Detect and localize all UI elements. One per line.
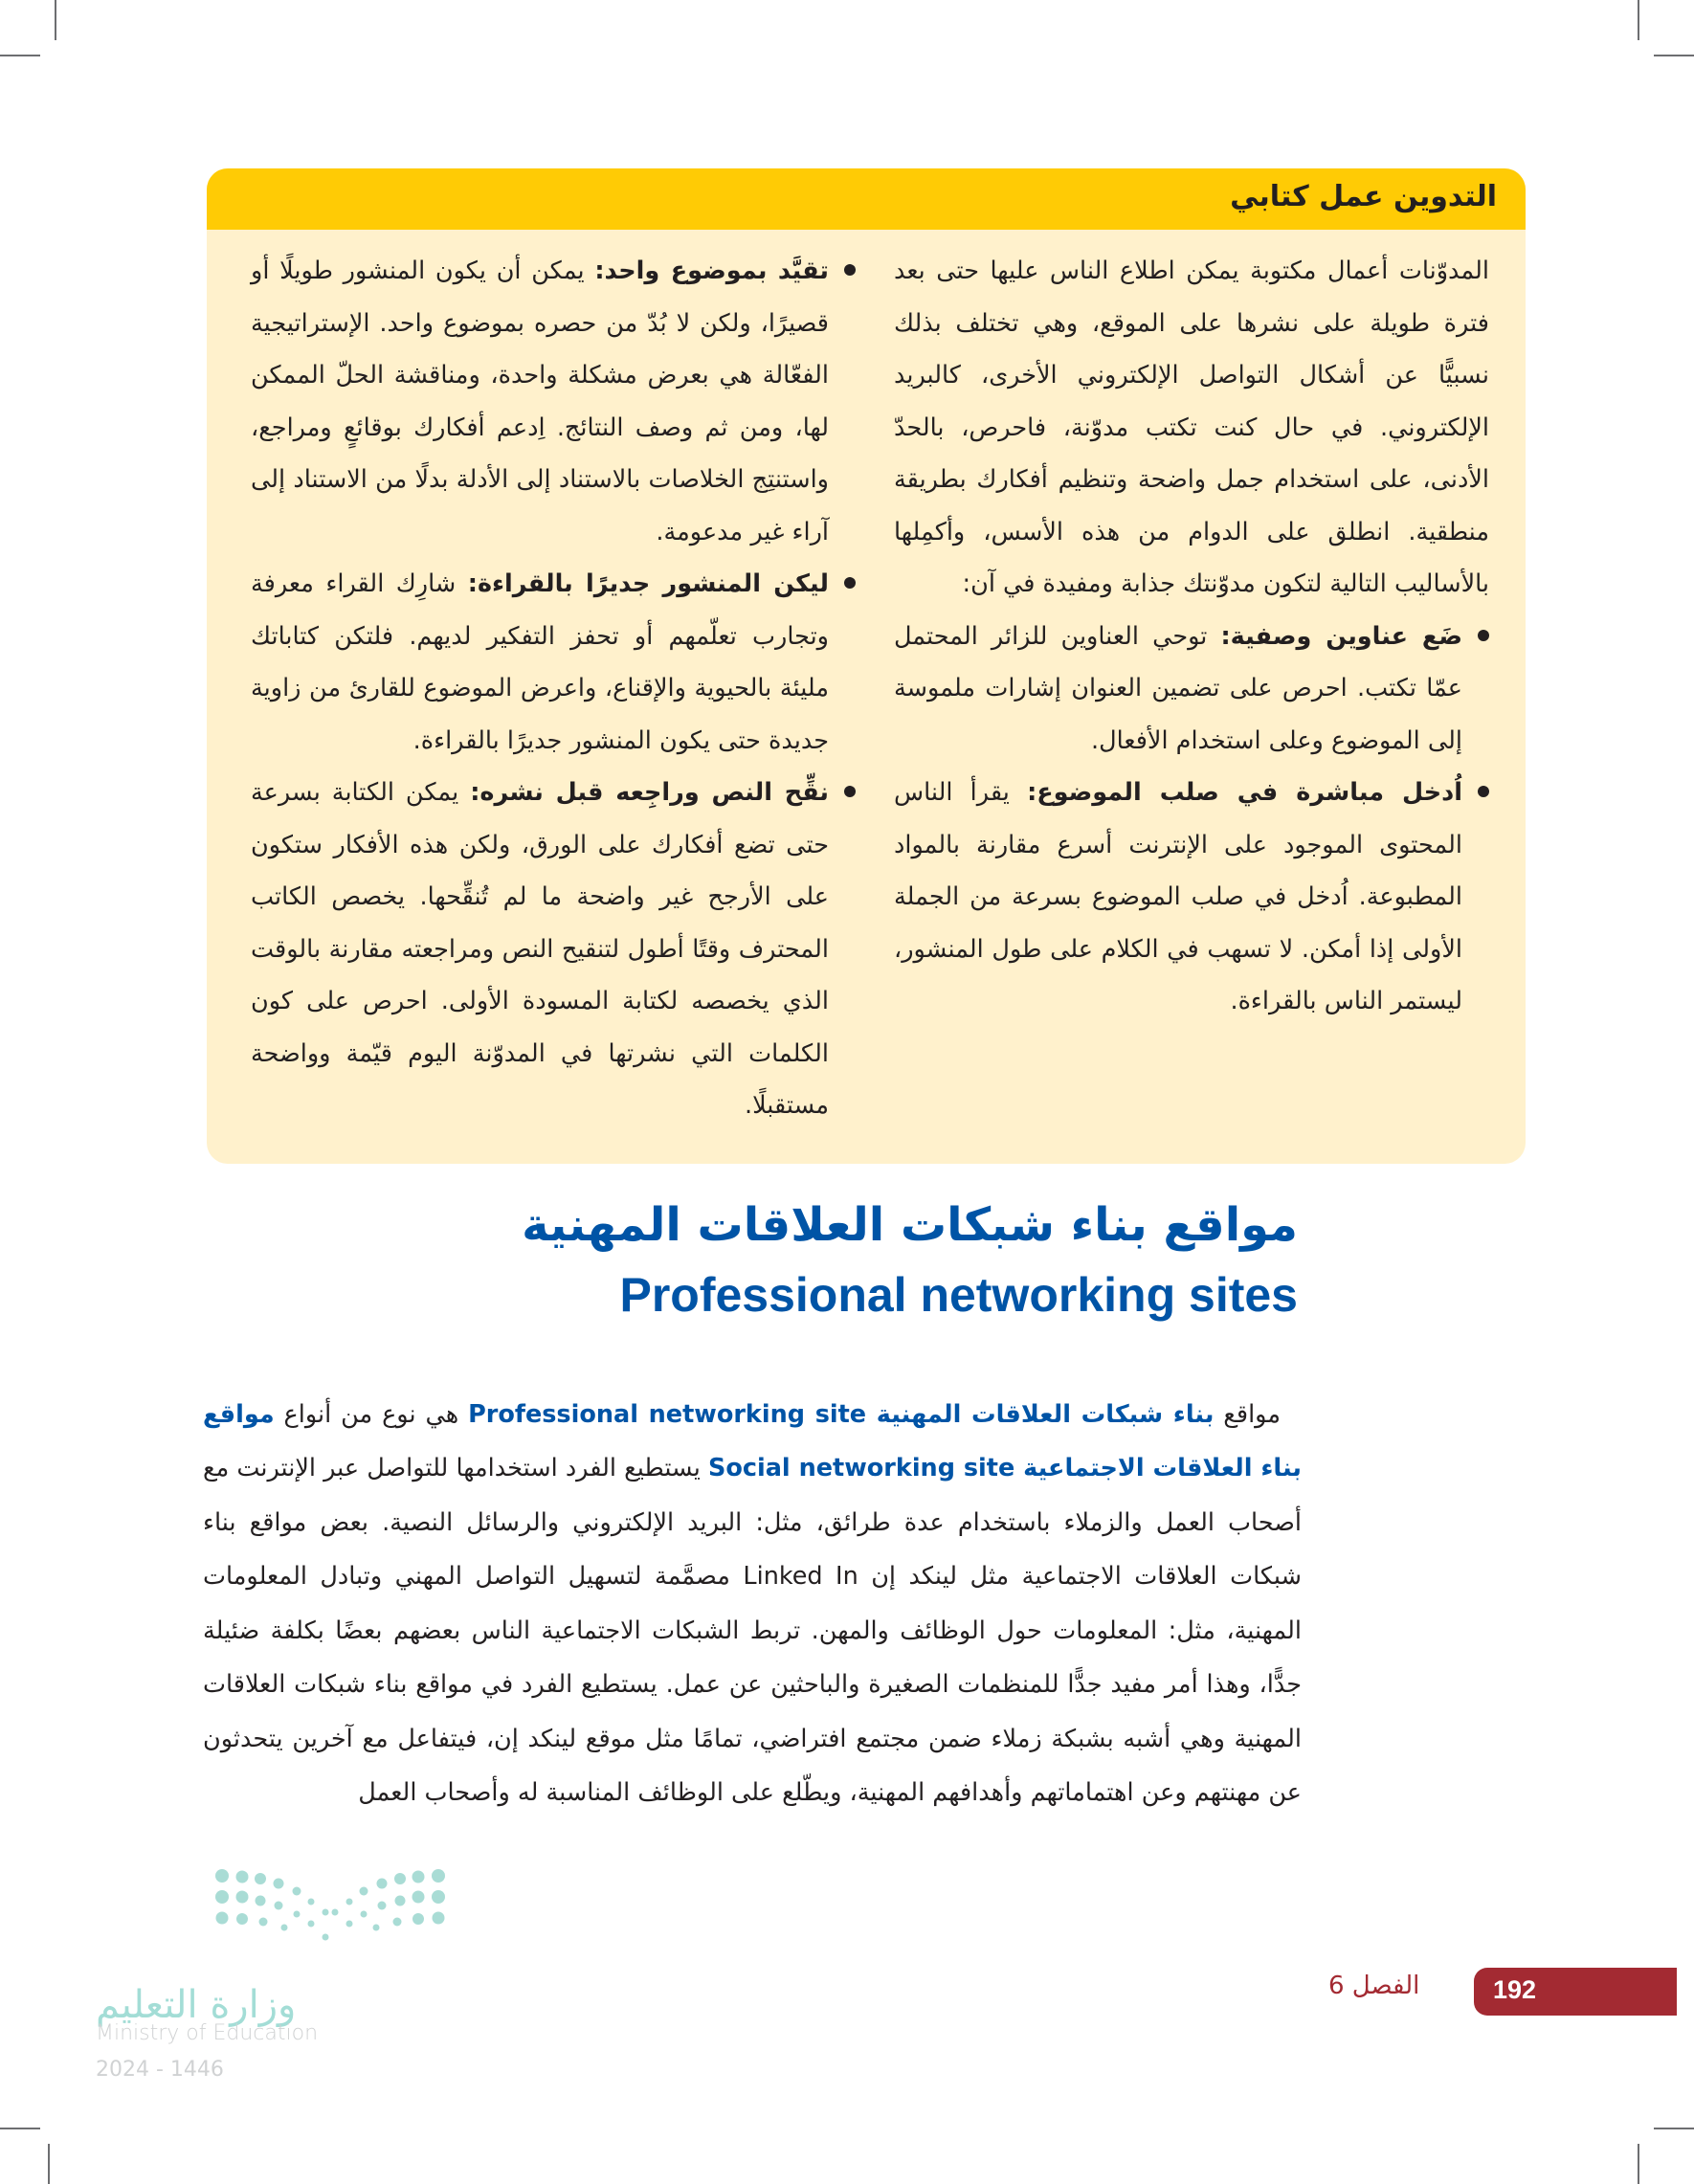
body-paragraph	[203, 1388, 1302, 1820]
page-number: 192	[1493, 1975, 1537, 2004]
bullet-text: يقرأ الناس المحتوى الموجود على الإنترنت أسرع مقارنة بالمواد المطبوعة. اُدخل في صلب الموضوع بسرعة من الجملة الأولى إذا أمكن. لا تسهب في الكلام على طول المنشور، ليستمر الناس بالقراءة.	[894, 778, 1462, 1015]
body-text: مواقع	[1214, 1399, 1281, 1429]
ministry-name-arabic: وزارة التعليم	[96, 1983, 297, 2027]
bullet-lead: تقيَّد بموضوع واحد:	[594, 256, 829, 285]
bullet-icon	[844, 577, 856, 589]
bullet-text: يمكن الكتابة بسرعة حتى تضع أفكارك على الورق، ولكن هذه الأفكار ستكون على الأرجح غير واضحة ما لم تُنقِّحها. يخصص الكاتب المحترف وقتًا أطول لتنقيح النص ومراجعته مقارنة بالوقت الذي يخصصه لكتابة المسودة الأولى. احرص على كون الكلمات التي نشرتها في المدوّنة اليوم قيّمة وواضحة مستقبلًا.	[251, 778, 829, 1120]
crop-mark	[1654, 55, 1694, 56]
bullet-lead: اُدخل مباشرة في صلب الموضوع:	[1027, 778, 1462, 807]
bullet-icon	[1478, 786, 1489, 797]
section-title-arabic: مواقع بناء شبكات العلاقات المهنية	[522, 1198, 1298, 1252]
bullet-item	[894, 767, 1489, 1028]
crop-mark	[1638, 2144, 1639, 2184]
bullet-item	[894, 611, 1489, 768]
body-text: يستطيع الفرد استخدامها للتواصل عبر الإنترنت مع أصحاب العمل والزملاء باستخدام عدة طرائق، مثل: البريد الإلكتروني والرسائل النصية. بعض مواقع بناء شبكات العلاقات الاجتماعية مثل لينكد إن Linked In مصمَّمة لتسهيل التواصل المهني وتبادل المعلومات المهنية، مثل: المعلومات حول الوظائف والمهن. تربط الشبكات الاجتماعية الناس بعضهم بعضًا بكلفة ضئيلة جدًّا، وهذا أمر مفيد جدًّا للمنظمات الصغيرة والباحثين عن عمل. يستطيع الفرد في مواقع بناء شبكات العلاقات المهنية وهي أشبه بشبكة زملاء ضمن مجتمع افتراضي، تمامًا مثل موقع لينكد إن، فيتفاعل مع آخرين يتحدثون عن مهنتهم وعن اهتماماتهم وأهدافهم المهنية، ويطّلع على الوظائف المناسبة له وأصحاب العمل	[203, 1454, 1302, 1807]
page-number-badge	[1474, 1968, 1677, 2016]
body-text: هي نوع من أنواع	[274, 1399, 469, 1429]
bullet-text: توحي العناوين للزائر المحتمل عمّا تكتب. احرص على تضمين العنوان إشارات ملموسة إلى الموضوع وعلى استخدام الأفعال.	[894, 621, 1462, 755]
bullet-item	[251, 767, 856, 1132]
info-box-title: التدوين عمل كتابي	[1230, 180, 1497, 213]
crop-mark	[1654, 2128, 1694, 2129]
bullet-item	[251, 558, 856, 767]
ministry-logo-icon	[211, 1866, 450, 1962]
ministry-name-english: Ministry of Education	[96, 2021, 319, 2045]
info-box-header	[207, 168, 1526, 230]
bullet-lead: نقِّح النص وراجِعه قبل نشره:	[470, 778, 830, 807]
bullet-lead: ضَع عناوين وصفية:	[1220, 621, 1462, 651]
bullet-text: يمكن أن يكون المنشور طويلًا أو قصيرًا، ولكن لا بُدّ من حصره بموضوع واحد. الإستراتيجية الفعّالة هي بعرض مشكلة واحدة، ومناقشة الحلّ الممكن لها، ومن ثم وصف النتائج. اِدعم أفكارك بوقائعٍ ومراجع، واستنتِج الخلاصات بالاستناد إلى الأدلة بدلًا من الاستناد إلى آراء غير مدعومة.	[251, 256, 829, 546]
key-term: بناء شبكات العلاقات المهنية Professional networking site	[468, 1399, 1215, 1429]
academic-year: 2024 - 1446	[96, 2058, 224, 2082]
section-title-english: Professional networking sites	[619, 1268, 1298, 1322]
blogging-info-box	[207, 168, 1526, 1164]
info-box-left-column	[251, 245, 856, 1132]
bullet-icon	[844, 264, 856, 276]
crop-mark	[1638, 0, 1639, 40]
bullet-icon	[844, 786, 856, 797]
bullet-lead: ليكن المنشور جديرًا بالقراءة:	[467, 569, 829, 598]
bullet-text: شارِك القراء معرفة وتجارب تعلّمهم أو تحفز التفكير لديهم. فلتكن كتاباتك مليئة بالحيوية والإقناع، واعرض الموضوع للقارئ من زاوية جديدة حتى يكون المنشور جديرًا بالقراءة.	[251, 569, 829, 755]
crop-mark	[0, 2128, 40, 2129]
bullet-icon	[1478, 630, 1489, 641]
chapter-label: الفصل 6	[1328, 1972, 1420, 2000]
info-box-right-column	[894, 245, 1489, 1028]
info-box-intro: المدوّنات أعمال مكتوبة يمكن اطلاع الناس عليها حتى بعد فترة طويلة على نشرها على الموقع، وهي تختلف بذلك نسبيًّا عن أشكال التواصل الإلكتروني الأخرى، كالبريد الإلكتروني. في حال كنت تكتب مدوّنة، فاحرص، بالحدّ الأدنى، على استخدام جمل واضحة وتنظيم أفكارك بطريقة منطقية. انطلق على الدوام من هذه الأسس، وأكمِلها بالأساليب التالية لتكون مدوّنتك جذابة ومفيدة في آن:	[894, 256, 1489, 598]
crop-mark	[0, 55, 40, 56]
bullet-item	[251, 245, 856, 558]
crop-mark	[55, 0, 56, 40]
crop-mark	[48, 2144, 50, 2184]
key-term: مواقع بناء العلاقات الاجتماعية Social networking site	[203, 1399, 1302, 1482]
